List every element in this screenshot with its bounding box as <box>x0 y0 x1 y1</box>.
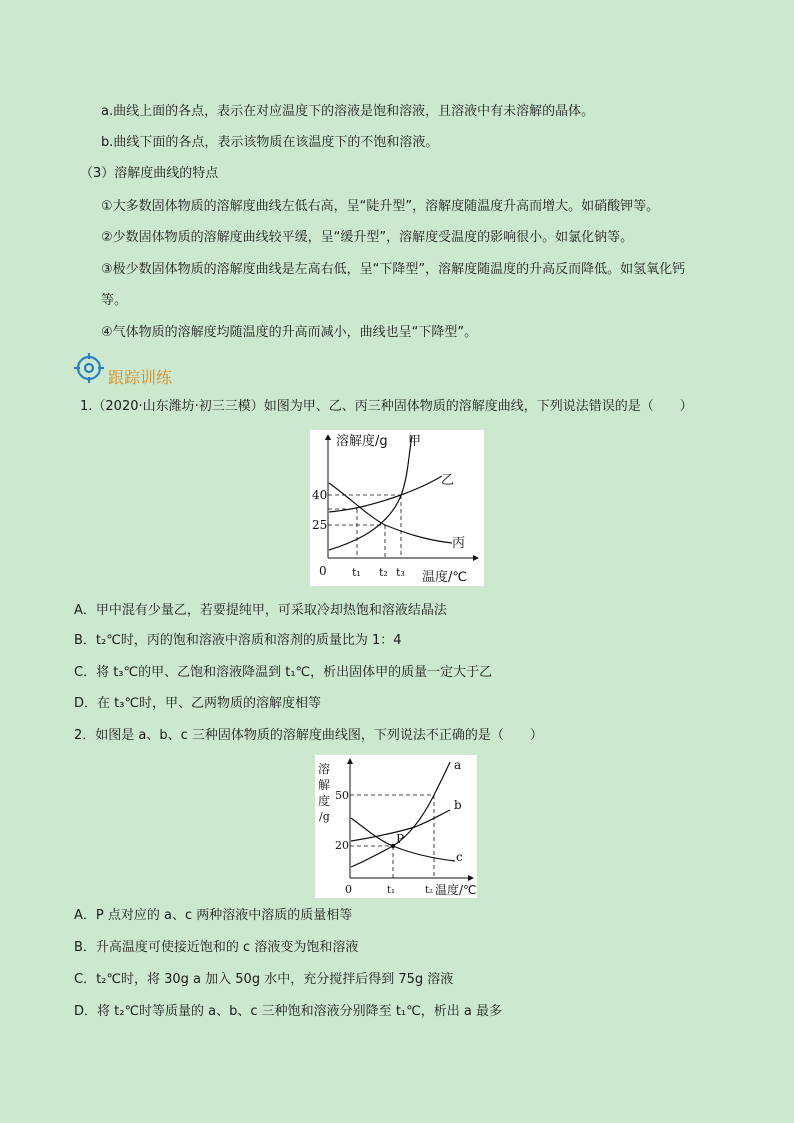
q1-option-c[interactable]: C．将 t₃℃的甲、乙饱和溶液降温到 t₁℃，析出固体甲的质量一定大于乙 <box>74 665 493 680</box>
chart2-ylabel-3: 度 <box>318 794 331 808</box>
note-b: b.曲线下面的各点，表示该物质在该温度下的不饱和溶液。 <box>101 135 439 150</box>
chart-1 <box>310 430 484 586</box>
chart1-ytick-25: 25 <box>312 518 328 532</box>
q2-option-d[interactable]: D．将 t₂℃时等质量的 a、b、c 三种饱和溶液分别降至 t₁℃，析出 a 最多 <box>74 1004 502 1019</box>
q1-option-d[interactable]: D．在 t₃℃时，甲、乙两物质的溶解度相等 <box>74 696 322 711</box>
chart2-label-p: P <box>396 832 405 846</box>
chart1-ytick-40: 40 <box>312 488 328 502</box>
chart2-label-b: b <box>454 798 462 812</box>
chart2-label-c: c <box>456 850 463 864</box>
chart1-label-bing: 丙 <box>452 536 466 551</box>
feature-3: ③极少数固体物质的溶解度曲线是左高右低，呈“下降型”，溶解度随温度的升高反而降低。如氢氧化钙 <box>101 262 686 277</box>
note-a: a.曲线上面的各点，表示在对应温度下的溶液是饱和溶液，且溶液中有未溶解的晶体。 <box>101 104 595 119</box>
chart1-ylabel: 溶解度/g <box>336 434 388 449</box>
chart2-origin: 0 <box>345 883 352 896</box>
section-title: 跟踪训练 <box>108 368 173 387</box>
chart2-xtick-t1: t₁ <box>387 885 396 896</box>
feature-4: ④气体物质的溶解度均随温度的升高而减小，曲线也呈“下降型”。 <box>101 325 478 340</box>
chart2-ytick-50: 50 <box>335 789 349 802</box>
chart2-guides <box>350 795 434 878</box>
chart2-ylabel-1: 溶 <box>318 762 331 776</box>
chart2-curve-a <box>351 762 450 867</box>
chart2-ytick-20: 20 <box>335 839 349 852</box>
feature-3-cont: 等。 <box>101 293 128 308</box>
chart2-label-a: a <box>454 758 462 772</box>
q2-option-b[interactable]: B．升高温度可使接近饱和的 c 溶液变为饱和溶液 <box>74 940 359 955</box>
chart2-point-p <box>391 844 395 848</box>
chart2-ylabel-2: 解 <box>318 778 331 792</box>
feature-1: ①大多数固体物质的溶解度曲线左低右高，呈“陡升型”，溶解度随温度升高而增大。如硝酸钾等。 <box>101 199 660 214</box>
chart1-xtick-t1: t₁ <box>352 566 361 579</box>
question-1-stem: 1.（2020·山东潍坊·初三三模）如图为甲、乙、丙三种固体物质的溶解度曲线，下列说法错误的是（ ） <box>80 399 693 414</box>
chart-2 <box>315 755 477 898</box>
chart1-label-jia: 甲 <box>408 434 422 449</box>
q2-option-a[interactable]: A．P 点对应的 a、c 两种溶液中溶质的质量相等 <box>74 908 353 923</box>
q1-option-a[interactable]: A．甲中混有少量乙，若要提纯甲，可采取冷却热饱和溶液结晶法 <box>74 603 447 618</box>
target-icon <box>74 353 104 383</box>
chart1-origin: 0 <box>319 564 327 578</box>
chart1-curve-yi <box>329 476 442 512</box>
q2-option-c[interactable]: C．t₂℃时，将 30g a 加入 50g 水中，充分搅拌后得到 75g 溶液 <box>74 972 454 987</box>
chart1-label-yi: 乙 <box>441 473 455 488</box>
chart1-xlabel: 温度/℃ <box>422 570 467 585</box>
chart1-xtick-t2: t₂ <box>379 566 388 579</box>
chart2-xtick-t2: t₂ <box>425 885 434 896</box>
chart1-xtick-t3: t₃ <box>396 566 405 579</box>
feature-2: ②少数固体物质的溶解度曲线较平缓，呈“缓升型”，溶解度受温度的影响很小。如氯化钠等。 <box>101 230 634 245</box>
question-2-stem: 2．如图是 a、b、c 三种固体物质的溶解度曲线图，下列说法不正确的是（ ） <box>74 728 543 743</box>
heading-solubility-features: （3）溶解度曲线的特点 <box>80 166 219 181</box>
chart2-xlabel: 温度/℃ <box>435 883 477 897</box>
chart2-ylabel-4: /g <box>319 810 330 823</box>
q1-option-b[interactable]: B．t₂℃时，丙的饱和溶液中溶质和溶剂的质量比为 1：4 <box>74 633 402 648</box>
